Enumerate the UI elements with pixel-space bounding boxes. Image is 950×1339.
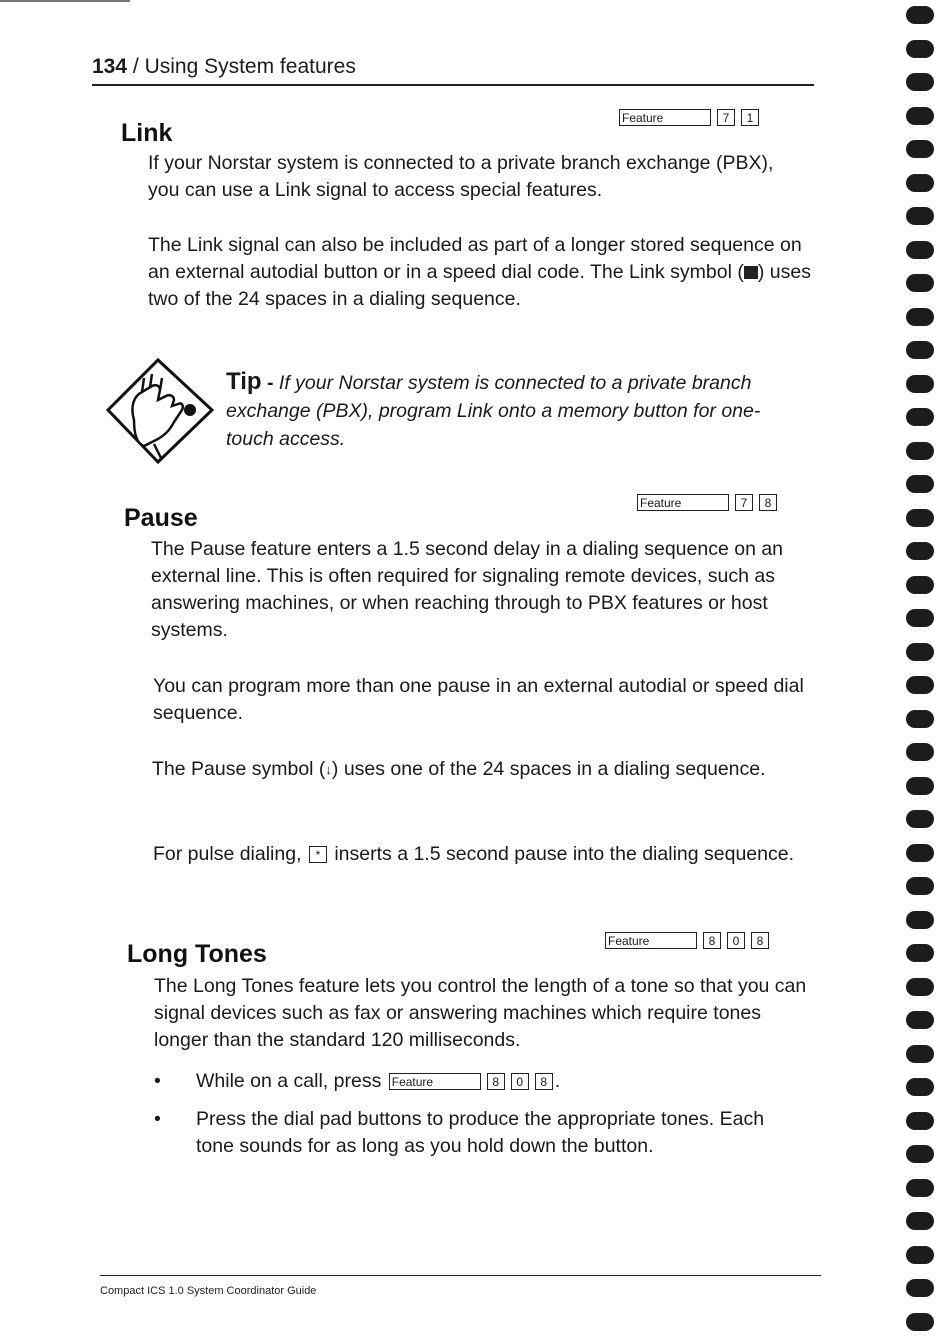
binding-hole bbox=[906, 408, 934, 426]
binding-hole bbox=[906, 1179, 934, 1197]
binding-hole bbox=[906, 1212, 934, 1230]
binding-hole bbox=[906, 1045, 934, 1063]
digit-key: 8 bbox=[487, 1073, 505, 1090]
feature-key: Feature bbox=[605, 932, 697, 949]
binding-hole bbox=[906, 308, 934, 326]
pause-key-sequence bbox=[637, 494, 777, 511]
pause-paragraph-4-text: For pulse dialing, bbox=[153, 843, 302, 865]
binding-hole bbox=[906, 509, 934, 527]
binding-hole bbox=[906, 810, 934, 828]
binding-hole bbox=[906, 1078, 934, 1096]
link-symbol-icon bbox=[744, 266, 758, 279]
binding-hole bbox=[906, 676, 934, 694]
binding-hole bbox=[906, 978, 934, 996]
binding-hole bbox=[906, 877, 934, 895]
binding-hole bbox=[906, 1313, 934, 1331]
pause-paragraph-1: The Pause feature enters a 1.5 second delay in a dialing sequence on an external line. This is often required for signaling remote devices, such as answering machines, or when reaching through to PBX features or host systems. bbox=[151, 538, 784, 641]
binding-hole bbox=[906, 576, 934, 594]
binding-hole bbox=[906, 643, 934, 661]
digit-key: 0 bbox=[511, 1073, 529, 1090]
tip-label: Tip bbox=[226, 368, 262, 395]
binding-hole bbox=[906, 1011, 934, 1029]
tip-text: If your Norstar system is connected to a private branch exchange (PBX), program Link onto a memory button for one-touch access. bbox=[226, 372, 761, 450]
binding-hole bbox=[906, 341, 934, 359]
top-corner-line bbox=[0, 0, 130, 2]
binding-hole bbox=[906, 6, 934, 24]
binding-hole bbox=[906, 174, 934, 192]
binding-hole bbox=[906, 1246, 934, 1264]
digit-key: 7 bbox=[735, 494, 753, 511]
link-title: Link bbox=[121, 119, 173, 147]
binding-hole bbox=[906, 442, 934, 460]
pause-paragraph-4 bbox=[153, 841, 813, 868]
pause-title: Pause bbox=[124, 504, 198, 532]
link-paragraph-1: If your Norstar system is connected to a private branch exchange (PBX), you can use a Link signal to access special features. bbox=[148, 152, 774, 201]
binding-hole bbox=[906, 844, 934, 862]
binding-hole bbox=[906, 944, 934, 962]
bullet-2-text: Press the dial pad buttons to produce the appropriate tones. Each tone sounds for as long as you hold down the button. bbox=[196, 1108, 765, 1157]
link-key-sequence bbox=[619, 109, 759, 126]
pause-paragraph-3-text: The Pause symbol ( bbox=[152, 758, 326, 780]
footer-text: Compact ICS 1.0 System Coordinator Guide bbox=[100, 1285, 317, 1297]
pause-paragraph-2: You can program more than one pause in an external autodial or speed dial sequence. bbox=[153, 675, 804, 724]
long-tones-paragraph-1: The Long Tones feature lets you control the length of a tone so that you can signal devices such as fax or answering machines which require tones longer than the standard 120 milliseconds. bbox=[154, 975, 807, 1051]
binding-hole bbox=[906, 710, 934, 728]
page-header bbox=[92, 55, 356, 79]
binding-hole bbox=[906, 107, 934, 125]
header-section: Using System features bbox=[144, 55, 356, 78]
binding-hole bbox=[906, 40, 934, 58]
feature-key: Feature bbox=[389, 1073, 481, 1090]
long-tones-inline-keys bbox=[389, 1073, 553, 1090]
long-tones-title: Long Tones bbox=[127, 940, 267, 968]
pause-symbol-icon: ↓ bbox=[325, 762, 332, 777]
feature-key: Feature bbox=[637, 494, 729, 511]
binding-hole bbox=[906, 911, 934, 929]
digit-key: 8 bbox=[759, 494, 777, 511]
digit-key: 1 bbox=[741, 109, 759, 126]
binding-hole bbox=[906, 207, 934, 225]
binding-hole bbox=[906, 475, 934, 493]
binding-hole bbox=[906, 73, 934, 91]
binding-hole bbox=[906, 542, 934, 560]
pause-key-sequence-inline bbox=[309, 846, 327, 863]
feature-key: Feature bbox=[619, 109, 711, 126]
long-tones-key-sequence bbox=[605, 932, 769, 949]
binding-hole bbox=[906, 274, 934, 292]
digit-key: 8 bbox=[751, 932, 769, 949]
bullet-1-text: While on a call, press bbox=[196, 1070, 382, 1092]
footer-rule bbox=[100, 1275, 821, 1276]
link-paragraph-2-text: The Link signal can also be included as part of a longer stored sequence on an external autodial button or in a speed dial code. The Link symbol ( bbox=[148, 234, 802, 283]
digit-key: 0 bbox=[727, 932, 745, 949]
digit-key: 7 bbox=[717, 109, 735, 126]
binding-hole bbox=[906, 375, 934, 393]
tip-box bbox=[226, 368, 786, 453]
digit-key: 8 bbox=[703, 932, 721, 949]
binding-hole bbox=[906, 1145, 934, 1163]
long-tones-bullet-1 bbox=[154, 1068, 816, 1095]
binding-hole bbox=[906, 1112, 934, 1130]
bullet-mark: • bbox=[154, 1108, 161, 1130]
binding-hole bbox=[906, 241, 934, 259]
bullet-mark: • bbox=[154, 1070, 161, 1092]
binding-hole bbox=[906, 743, 934, 761]
star-key: * bbox=[309, 846, 327, 863]
binding-hole bbox=[906, 140, 934, 158]
header-separator: / bbox=[132, 55, 145, 78]
link-paragraph-2 bbox=[148, 232, 816, 313]
long-tones-bullet-2 bbox=[154, 1106, 806, 1160]
binding-hole bbox=[906, 1279, 934, 1297]
bullet-1-period: . bbox=[554, 1070, 561, 1092]
binding-hole bbox=[906, 777, 934, 795]
page-number: 134 bbox=[92, 55, 128, 78]
pause-paragraph-4-text-end: inserts a 1.5 second pause into the dialing sequence. bbox=[334, 843, 794, 865]
tip-dash: - bbox=[266, 372, 274, 394]
binding-hole bbox=[906, 609, 934, 627]
tip-hand-icon bbox=[104, 356, 216, 464]
pause-paragraph-3 bbox=[152, 756, 792, 783]
pause-paragraph-3-text-end: ) uses one of the 24 spaces in a dialing sequence. bbox=[331, 758, 766, 780]
link-paragraph-2-text-end: ) uses two of the 24 spaces in a dialing sequence. bbox=[148, 261, 811, 310]
digit-key: 8 bbox=[535, 1073, 553, 1090]
header-rule bbox=[92, 84, 814, 86]
